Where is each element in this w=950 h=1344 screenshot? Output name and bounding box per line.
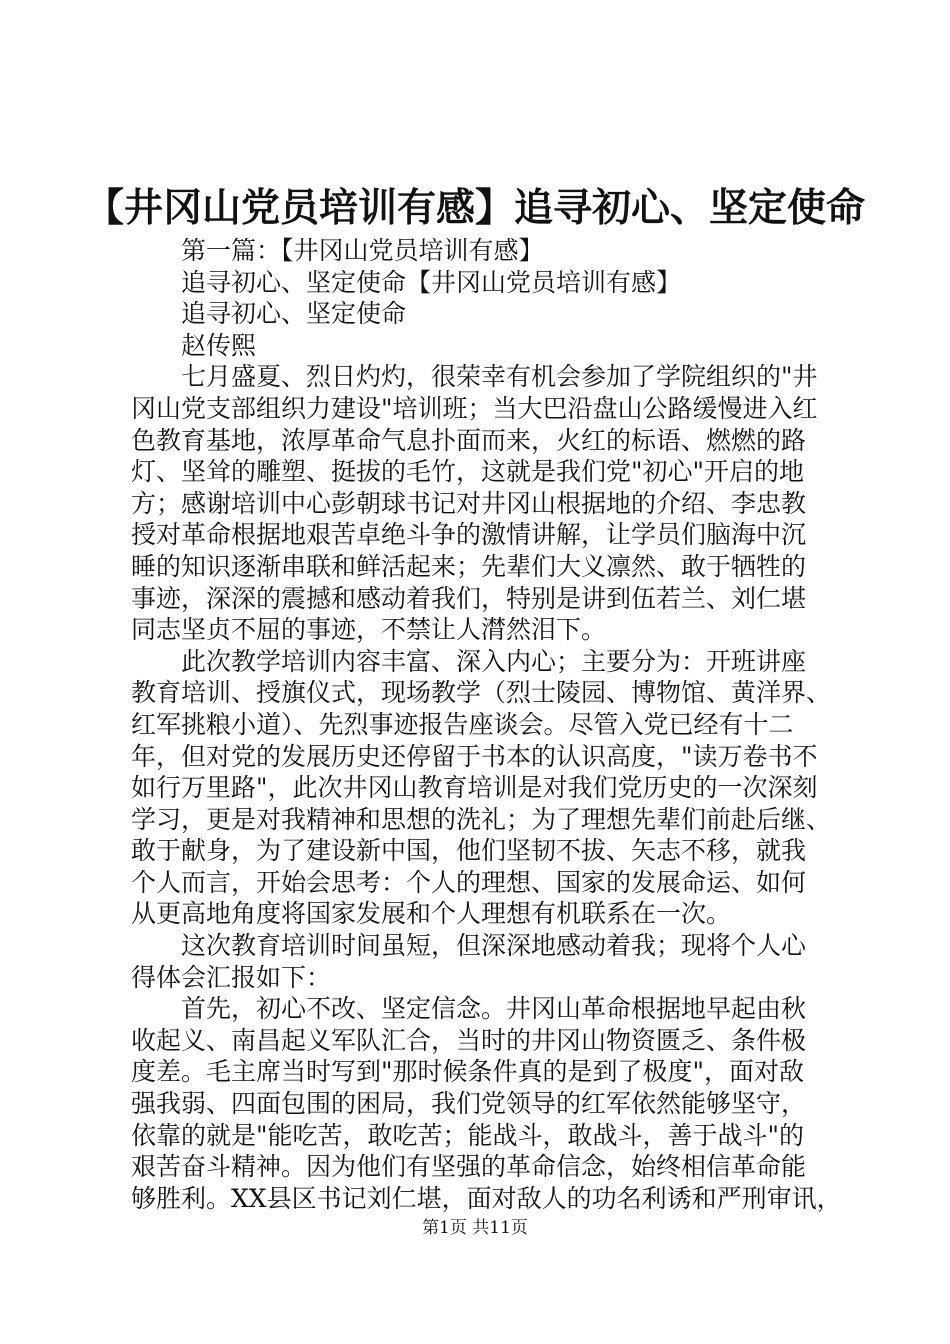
- body-text-line: 得体会汇报如下：: [131, 962, 332, 992]
- body-text-line: 红军挑粮小道）、先烈事迹报告座谈会。尽管入党已经有十二: [131, 709, 794, 739]
- body-text-line: 从更高地角度将国家发展和个人理想有机联系在一次。: [131, 899, 732, 929]
- body-text-line: 如行万里路"，此次井冈山教育培训是对我们党历史的一次深刻: [131, 773, 818, 803]
- body-text-line: 第一篇：【井冈山党员培训有感】: [181, 236, 544, 265]
- body-text-line: 这次教育培训时间虽短，但深深地感动着我；现将个人心: [181, 931, 807, 961]
- body-text-line: 够胜利。XX县区书记刘仁堪，面对敌人的功名利诱和严刑审讯，: [131, 1183, 842, 1213]
- body-text-line: 此次教学培训内容丰富、深入内心；主要分为：开班讲座: [181, 646, 807, 676]
- body-text-line: 教育培训、授旗仪式，现场教学（烈士陵园、博物馆、黄洋界、: [131, 678, 832, 708]
- body-text-line: 追寻初心、坚定使命【井冈山党员培训有感】: [181, 267, 682, 297]
- body-text-line: 追寻初心、坚定使命: [181, 299, 407, 329]
- body-text-line: 学习，更是对我精神和思想的洗礼；为了理想先辈们前赴后继、: [131, 804, 832, 834]
- body-text-line: 依靠的就是"能吃苦，敢吃苦；能战斗，敢战斗，善于战斗"的: [131, 1120, 805, 1150]
- body-text-line: 七月盛夏、烈日灼灼，很荣幸有机会参加了学院组织的"井: [181, 362, 818, 392]
- body-text-line: 灯、坚耸的雕塑、挺拔的毛竹，这就是我们党"初心"开启的地: [131, 457, 805, 487]
- page-footer: 第1页 共11页: [422, 1218, 528, 1238]
- body-text-line: 事迹，深深的震撼和感动着我们，特别是讲到伍若兰、刘仁堪: [131, 583, 807, 613]
- body-text-line: 方；感谢培训中心彭朝球书记对井冈山根据地的介绍、李忠教: [131, 488, 807, 518]
- body-text-line: 授对革命根据地艰苦卓绝斗争的激情讲解，让学员们脑海中沉: [131, 520, 807, 550]
- body-text-line: 个人而言，开始会思考：个人的理想、国家的发展命运、如何: [131, 867, 807, 897]
- document-body: [131, 235, 842, 1214]
- body-text-line: 同志坚贞不屈的事迹，不禁让人潸然泪下。: [131, 615, 607, 645]
- body-text-line: 睡的知识逐渐串联和鲜活起来；先辈们大义凛然、敢于牺牲的: [131, 551, 807, 581]
- body-text-line: 强我弱、四面包围的困局，我们党领导的红军依然能够坚守，: [131, 1089, 807, 1119]
- body-text-line: 敢于献身，为了建设新中国，他们坚韧不拔、矢志不移，就我: [131, 836, 807, 866]
- body-text-line: 度差。毛主席当时写到"那时候条件真的是到了极度"，面对敌: [131, 1057, 805, 1087]
- body-text-line: 赵传熙: [181, 330, 257, 360]
- body-text-line: 色教育基地，浓厚革命气息扑面而来，火红的标语、燃燃的路: [131, 425, 807, 455]
- body-text-line: 冈山党支部组织力建设"培训班；当大巴沿盘山公路缓慢进入红: [131, 393, 818, 423]
- body-text-line: 年，但对党的发展历史还停留于书本的认识高度，"读万卷书不: [131, 741, 818, 771]
- document-title: 【井冈山党员培训有感】追寻初心、坚定使命: [84, 185, 865, 231]
- body-text-line: 艰苦奋斗精神。因为他们有坚强的革命信念，始终相信革命能: [131, 1152, 807, 1182]
- body-text-line: 首先，初心不改、坚定信念。井冈山革命根据地早起由秋: [181, 994, 807, 1024]
- body-text-line: 收起义、南昌起义军队汇合，当时的井冈山物资匮乏、条件极: [131, 1025, 807, 1055]
